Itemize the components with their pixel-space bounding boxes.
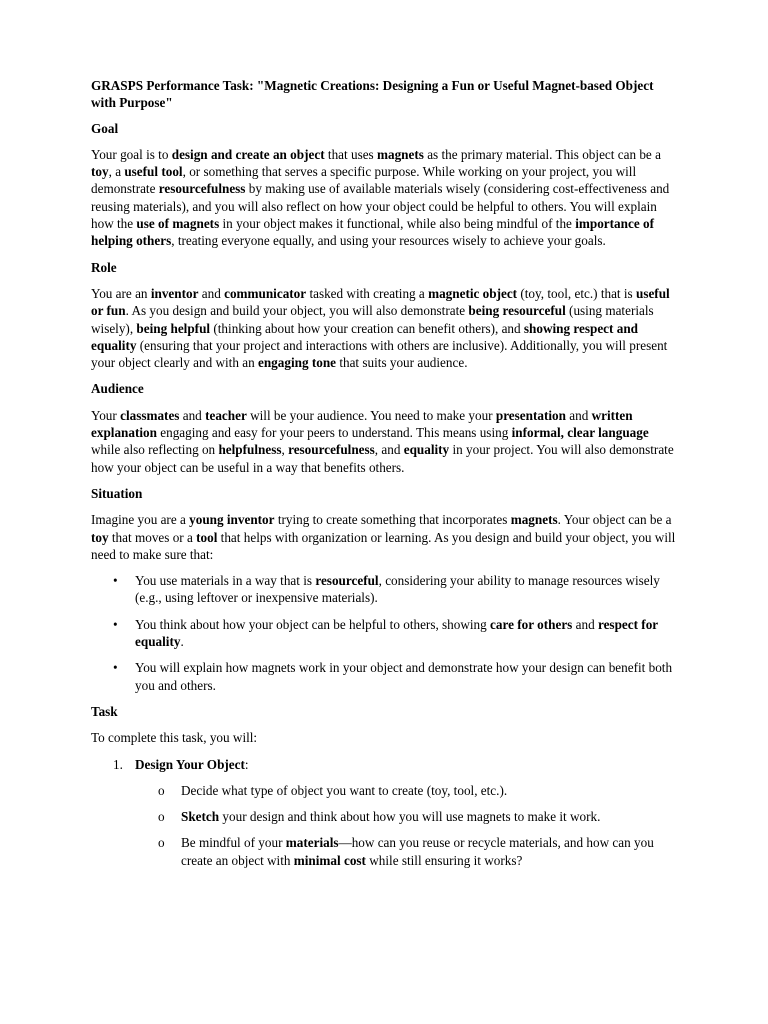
text-run: Be mindful of your	[181, 835, 286, 851]
task-section	[91, 703, 678, 869]
bullet-icon: •	[113, 660, 118, 676]
text-run: . Your object can be a	[557, 512, 672, 528]
text-run: while still ensuring it works?	[365, 852, 523, 868]
text-run: (ensuring that your project and interactions with others are inclusive). Additionally, you will present your object clearly and with an	[91, 337, 668, 371]
bold-text-run: Sketch	[181, 809, 220, 825]
bold-text-run: helpfulness	[218, 442, 282, 458]
text-run: in your project. You will also demonstrate how your object can be useful in a way that benefits others.	[91, 442, 674, 475]
text-run: Your goal is to	[91, 146, 172, 162]
text-run: (thinking about how your creation can benefit others), and	[210, 320, 524, 336]
bold-text-run: toy	[91, 164, 109, 180]
bold-text-run: communicator	[224, 285, 307, 301]
bold-text-run: tool	[196, 529, 218, 545]
text-run: (using materials wisely),	[91, 303, 654, 336]
text-run: , treating everyone equally, and using your resources wisely to achieve your goals.	[171, 233, 606, 249]
text-run: that moves or a	[108, 529, 197, 545]
bold-text-run: resourceful	[315, 573, 379, 589]
bold-text-run: magnetic object	[428, 285, 518, 301]
text-run: by making use of available materials wisely (considering cost-effectiveness and reusing materials), and you will also reflect on how your object could be helpful to others. You will explain how the	[91, 181, 670, 232]
text-run: (toy, tool, etc.) that is	[517, 285, 636, 301]
text-run: and	[572, 616, 598, 632]
bullet-icon: •	[113, 573, 118, 589]
circle-bullet-icon: o	[158, 835, 165, 851]
bold-text-run: use of magnets	[136, 216, 220, 232]
situation-bullet-list	[91, 572, 678, 694]
text-run: engaging and easy for your peers to understand. This means using	[156, 425, 512, 441]
text-run: tasked with creating a	[306, 285, 429, 301]
text-run: You are an	[91, 285, 151, 301]
bold-text-run: materials	[285, 835, 339, 851]
bold-text-run: resourcefulness	[288, 442, 375, 458]
text-run: Decide what type of object you want to create (toy, tool, etc.).	[181, 782, 508, 798]
bold-text-run: being resourceful	[468, 303, 566, 319]
text-run: Imagine you are a	[91, 512, 190, 528]
text-run: and	[179, 407, 206, 423]
bold-text-run: importance of helping others	[91, 216, 654, 249]
bold-text-run: classmates	[120, 407, 180, 423]
text-run: and	[565, 407, 592, 423]
list-item	[135, 808, 678, 825]
text-run: You think about how your object can be helpful to others, showing	[135, 616, 491, 632]
list-item	[91, 659, 678, 694]
text-run: and	[198, 285, 225, 301]
step-label	[135, 757, 249, 772]
document-title: GRASPS Performance Task: "Magnetic Creations: Designing a Fun or Useful Magnet-based Object with Purpose"	[91, 78, 654, 111]
section-heading-situation: Situation	[91, 485, 143, 501]
list-item	[91, 572, 678, 607]
section-heading-audience: Audience	[91, 381, 144, 397]
bold-text-run: written explanation	[91, 407, 633, 441]
task-intro: To complete this task, you will:	[91, 730, 258, 746]
bold-text-run: design and create an object	[171, 146, 325, 162]
text-run: as the primary material. This object can be a	[423, 146, 661, 162]
text-run: Your	[91, 407, 121, 423]
text-run: that suits your audience.	[336, 355, 468, 371]
bold-text-run: being helpful	[136, 320, 211, 336]
task-steps-list	[91, 756, 678, 869]
situation-paragraph	[91, 511, 678, 563]
bold-text-run: resourcefulness	[158, 181, 246, 197]
bold-text-run: minimal cost	[293, 852, 366, 868]
document-sections	[91, 120, 678, 694]
task-step	[91, 756, 678, 869]
text-run: , a	[108, 164, 125, 180]
role-paragraph	[91, 285, 678, 371]
bold-text-run: useful tool	[124, 164, 183, 180]
text-run: in your object makes it functional, while also being mindful of the	[219, 216, 576, 232]
bullet-icon: •	[113, 616, 118, 632]
bold-text-run: showing respect and equality	[91, 320, 638, 353]
circle-bullet-icon: o	[158, 782, 165, 798]
text-run: ,	[281, 442, 289, 458]
text-run: your design and think about how you will use magnets to make it work.	[219, 809, 601, 825]
bold-text-run: care for others	[490, 616, 573, 632]
bold-text-run: young inventor	[189, 512, 275, 528]
list-item	[91, 616, 678, 651]
bold-text-run: informal, clear language	[511, 425, 649, 441]
text-run: will be your audience. You need to make your	[246, 407, 496, 423]
step-number: 1.	[113, 756, 123, 772]
text-run: .	[180, 634, 184, 650]
bold-text-run: toy	[91, 529, 109, 545]
bold-text-run: presentation	[495, 407, 566, 423]
text-run: , or something that serves a specific purpose. While working on your project, you will demonstrate	[91, 164, 637, 197]
bold-text-run: respect for equality	[135, 616, 658, 650]
section-heading-role: Role	[91, 259, 117, 275]
circle-bullet-icon: o	[158, 809, 165, 825]
section-heading-task: Task	[91, 703, 118, 719]
text-run: trying to create something that incorporates	[274, 512, 511, 528]
text-run: , and	[374, 442, 404, 458]
text-run: . As you design and build your object, you will also demonstrate	[125, 303, 469, 319]
list-item	[135, 834, 678, 869]
step-subitem-list	[135, 782, 678, 869]
text-run: You will explain how magnets work in your object and demonstrate how your design can benefit both you and others.	[135, 660, 673, 693]
section-heading-goal: Goal	[91, 120, 119, 136]
goal-paragraph	[91, 146, 678, 250]
bold-text-run: engaging tone	[257, 355, 337, 371]
bold-text-run: equality	[403, 442, 450, 458]
text-run: that helps with organization or learning. As you design and build your object, you will need to make sure that:	[91, 529, 676, 562]
audience-paragraph	[91, 407, 678, 476]
text-run: while also reflecting on	[91, 442, 219, 458]
bold-text-run: teacher	[205, 407, 247, 423]
bold-text-run: inventor	[150, 285, 199, 301]
bold-text-run: Design Your Object	[135, 756, 245, 772]
bold-text-run: useful or fun	[91, 285, 670, 319]
text-run: :	[244, 756, 249, 772]
text-run: that uses	[324, 146, 377, 162]
text-run: —how can you reuse or recycle materials, and how can you create an object with	[181, 835, 654, 868]
bold-text-run: magnets	[510, 512, 558, 528]
list-item	[135, 782, 678, 799]
text-run: You use materials in a way that is	[135, 573, 316, 589]
text-run: , considering your ability to manage resources wisely (e.g., using leftover or inexpensive materials).	[135, 573, 660, 606]
bold-text-run: magnets	[377, 146, 424, 162]
